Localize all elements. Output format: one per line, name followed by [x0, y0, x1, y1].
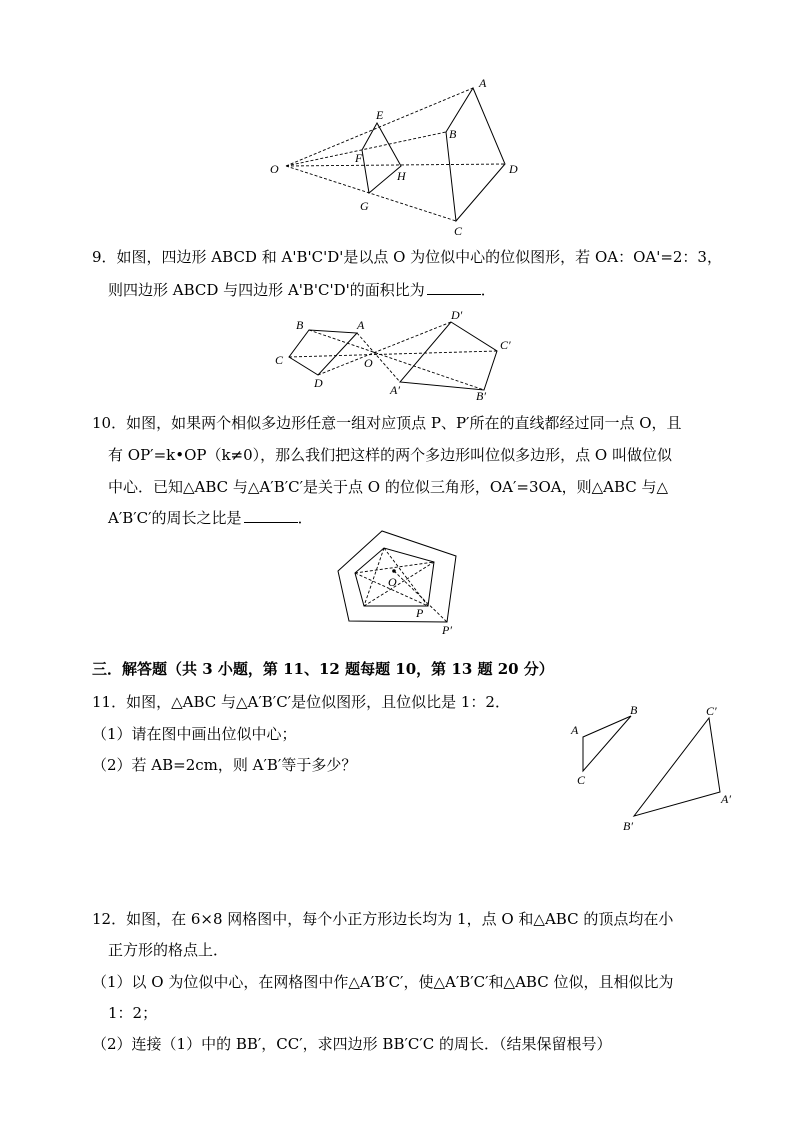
fig9-label-C: C: [275, 353, 284, 367]
fig9-label-D: D: [314, 376, 323, 390]
q11-part2: （2）若 AB=2cm，则 A′B′等于多少？: [92, 756, 357, 774]
fig11-label-C: C: [577, 773, 586, 787]
fig9-dashed-lines: [289, 322, 497, 390]
q12-part1b: 1：2；: [108, 1004, 158, 1022]
fig10-label-P1: P′: [442, 623, 452, 637]
q9-answer-blank[interactable]: [427, 280, 481, 295]
q12-part2: （2）连接（1）中的 BB′，CC′，求四边形 BB′C′C 的周长．（结果保留根号）: [92, 1035, 612, 1053]
fig8-label-D: D: [509, 162, 518, 176]
fig11-small-triangle: [583, 716, 631, 771]
q12-line2: 正方形的格点上．: [108, 941, 229, 959]
q9-line1: 9．如图，四边形 ABCD 和 A'B'C'D'是以点 O 为位似中心的位似图形，若 OA：OA'=2：3，: [92, 248, 722, 266]
fig8-label-E: E: [376, 108, 384, 122]
q9-line2: [108, 280, 496, 300]
q10-line1: 10．如图，如果两个相似多边形任意一组对应顶点 P、P′所在的直线都经过同一点 O，且: [92, 414, 682, 432]
fig10-dashed-lines: [355, 548, 447, 622]
fig10-label-O: O: [388, 575, 397, 589]
fig11-label-A1: A′: [721, 792, 731, 806]
q10-line2: 有 OP′=k•OP（k≠0），那么我们把这样的两个多边形叫位似多边形，点 O 叫做位似: [108, 446, 672, 464]
fig8-label-O: O: [270, 162, 279, 176]
fig9-label-D1: D′: [451, 308, 463, 322]
fig11-large-triangle: [634, 718, 720, 816]
q11-part1: （1）请在图中画出位似中心；: [92, 725, 297, 743]
q10-end: ．: [297, 509, 313, 527]
fig10-outer-pentagon: [338, 531, 456, 622]
fig8-dashed-rays: [286, 88, 505, 221]
q10-line3: 中心．已知△ABC 与△A′B′C′是关于点 O 的位似三角形，OA′=3OA，则△ABC 与△: [108, 478, 669, 496]
fig9-label-O: O: [364, 356, 373, 370]
fig10-point-O: [392, 569, 396, 573]
fig10-label-P: P: [416, 606, 424, 620]
fig8-label-C: C: [454, 224, 463, 238]
fig8-large-quad: [446, 88, 505, 221]
fig8-label-H: H: [397, 169, 406, 183]
fig11-label-B: B: [630, 703, 638, 717]
fig9-small-quad: [289, 330, 357, 375]
fig8-label-B: B: [449, 127, 457, 141]
fig11-label-A: A: [571, 723, 579, 737]
fig10-inner-pentagon: [355, 548, 434, 606]
section3-heading: 三．解答题（共 3 小题，第 11、12 题每题 10，第 13 题 20 分）: [92, 660, 554, 678]
q10-answer-blank[interactable]: [244, 508, 298, 523]
fig8-label-A: A: [479, 76, 487, 90]
fig9-label-A: A: [357, 318, 365, 332]
fig9-label-B: B: [296, 318, 304, 332]
q12-line1: 12．如图，在 6×8 网格图中，每个小正方形边长均为 1，点 O 和△ABC 的顶点均在小: [92, 910, 674, 928]
fig9-label-C1: C′: [500, 338, 511, 352]
q10-line4: [108, 508, 313, 528]
fig8-label-G: G: [360, 199, 369, 213]
fig9-label-A1: A′: [390, 383, 400, 397]
q11-line1: 11．如图，△ABC 与△A′B′C′是位似图形，且位似比是 1：2．: [92, 693, 510, 711]
q12-part1a: （1）以 O 为位似中心，在网格图中作△A′B′C′，使△A′B′C′和△ABC 位似，且相似比为: [92, 973, 674, 991]
fig9-large-quad: [400, 322, 497, 390]
q9-line2-text: 则四边形 ABCD 与四边形 A'B'C'D'的面积比为: [108, 281, 425, 299]
fig11-label-B1: B′: [623, 819, 633, 833]
fig9-label-B1: B′: [476, 389, 486, 403]
fig8-label-F: F: [355, 151, 363, 165]
q10-line4-text: A′B′C′的周长之比是: [108, 509, 242, 527]
fig8-small-quad: [362, 123, 401, 193]
fig11-label-C1: C′: [706, 704, 717, 718]
q9-end: ．: [480, 281, 496, 299]
